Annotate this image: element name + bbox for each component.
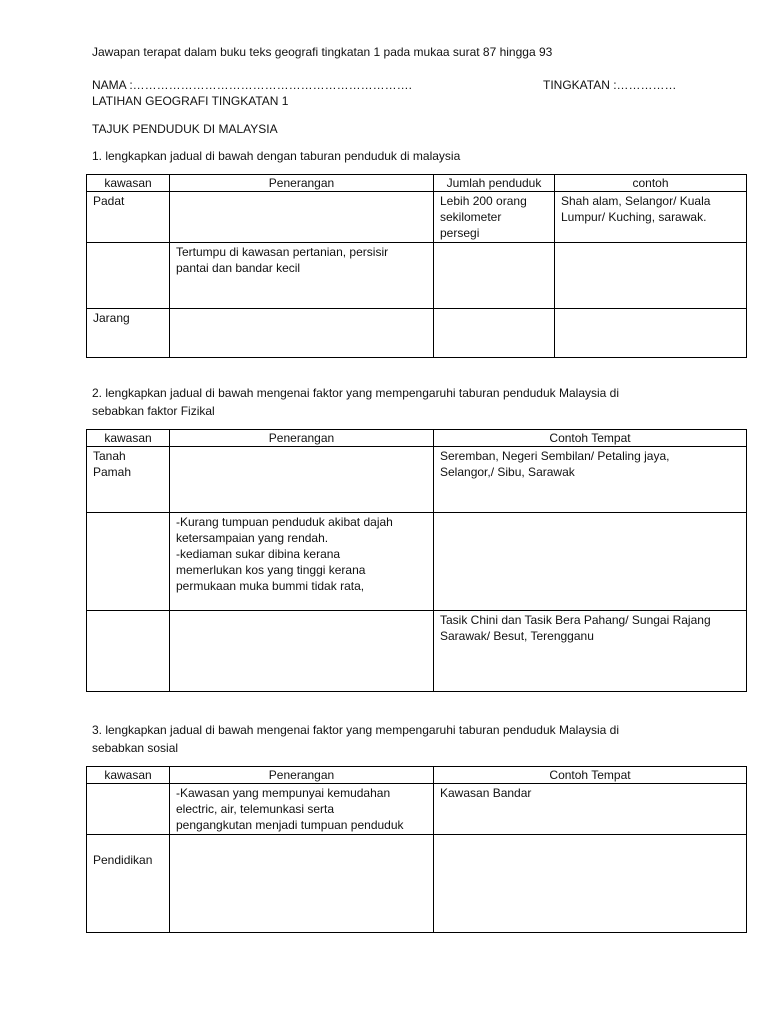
q3-header-penerangan: Penerangan (170, 767, 434, 784)
q2-table (86, 429, 747, 692)
q3-header-row (87, 767, 747, 784)
q1-cell-kawasan: Padat (87, 192, 170, 243)
table-row (87, 784, 747, 835)
q2-cell-penerangan: -Kurang tumpuan penduduk akibat dajah ketersampaian yang rendah. -kediaman sukar dibina kerana memerlukan kos yang tinggi kerana permukaan muka bummi tidak rata, (170, 513, 434, 611)
q1-cell-penerangan (170, 192, 434, 243)
q3-cell-kawasan (87, 784, 170, 835)
q3-cell-penerangan (170, 835, 434, 933)
q1-cell-contoh (555, 243, 747, 309)
q3-question-line2: sebabkan sosial (92, 741, 179, 755)
q3-cell-kawasan: Pendidikan (87, 835, 170, 933)
q1-cell-penerangan (170, 309, 434, 358)
q1-cell-penerangan: Tertumpu di kawasan pertanian, persisir pantai dan bandar kecil (170, 243, 434, 309)
q2-header-penerangan: Penerangan (170, 430, 434, 447)
table-row (87, 447, 747, 513)
q1-header-penerangan: Penerangan (170, 175, 434, 192)
q2-cell-kawasan (87, 611, 170, 692)
q2-cell-penerangan (170, 611, 434, 692)
q2-cell-contoh-tempat: Seremban, Negeri Sembilan/ Petaling jaya, Selangor,/ Sibu, Sarawak (434, 447, 747, 513)
table-row (87, 243, 747, 309)
nama-field: NAMA :……………………………………………………………. (92, 78, 413, 92)
q2-cell-contoh-tempat: Tasik Chini dan Tasik Bera Pahang/ Sungai Rajang Sarawak/ Besut, Terengganu (434, 611, 747, 692)
q1-cell-contoh (555, 309, 747, 358)
q2-cell-contoh-tempat (434, 513, 747, 611)
q1-question: 1. lengkapkan jadual di bawah dengan taburan penduduk di malaysia (92, 149, 461, 163)
q2-header-kawasan: kawasan (87, 430, 170, 447)
table-row (87, 309, 747, 358)
q2-cell-kawasan: Tanah Pamah (87, 447, 170, 513)
tingkatan-field: TINGKATAN :…………… (543, 78, 677, 92)
q3-table (86, 766, 747, 933)
q3-question-line1: 3. lengkapkan jadual di bawah mengenai faktor yang mempengaruhi taburan penduduk Malaysia di (92, 723, 620, 737)
q1-cell-kawasan: Jarang (87, 309, 170, 358)
q3-header-contoh-tempat: Contoh Tempat (434, 767, 747, 784)
q1-header-kawasan: kawasan (87, 175, 170, 192)
table-row (87, 513, 747, 611)
q1-cell-kawasan (87, 243, 170, 309)
q2-header-row (87, 430, 747, 447)
q1-cell-jumlah (434, 243, 555, 309)
q1-header-contoh: contoh (555, 175, 747, 192)
q1-header-jumlah: Jumlah penduduk (434, 175, 555, 192)
q2-header-contoh-tempat: Contoh Tempat (434, 430, 747, 447)
q2-cell-kawasan (87, 513, 170, 611)
q1-header-row (87, 175, 747, 192)
q2-cell-penerangan (170, 447, 434, 513)
table-row (87, 611, 747, 692)
q2-question-line2: sebabkan faktor Fizikal (92, 404, 215, 418)
tajuk-title: TAJUK PENDUDUK DI MALAYSIA (92, 122, 278, 136)
q3-cell-contoh-tempat (434, 835, 747, 933)
latihan-title: LATIHAN GEOGRAFI TINGKATAN 1 (92, 94, 289, 108)
q1-cell-jumlah: Lebih 200 orang sekilometer persegi (434, 192, 555, 243)
table-row (87, 835, 747, 933)
intro-text: Jawapan terapat dalam buku teks geografi tingkatan 1 pada mukaa surat 87 hingga 93 (92, 45, 553, 59)
q3-cell-penerangan: -Kawasan yang mempunyai kemudahan electric, air, telemunkasi serta pengangkutan menjadi tumpuan penduduk (170, 784, 434, 835)
q1-table (86, 174, 747, 358)
q3-cell-contoh-tempat: Kawasan Bandar (434, 784, 747, 835)
table-row (87, 192, 747, 243)
q2-question-line1: 2. lengkapkan jadual di bawah mengenai faktor yang mempengaruhi taburan penduduk Malaysia di (92, 386, 620, 400)
q1-cell-contoh: Shah alam, Selangor/ Kuala Lumpur/ Kuching, sarawak. (555, 192, 747, 243)
q3-header-kawasan: kawasan (87, 767, 170, 784)
q1-cell-jumlah (434, 309, 555, 358)
